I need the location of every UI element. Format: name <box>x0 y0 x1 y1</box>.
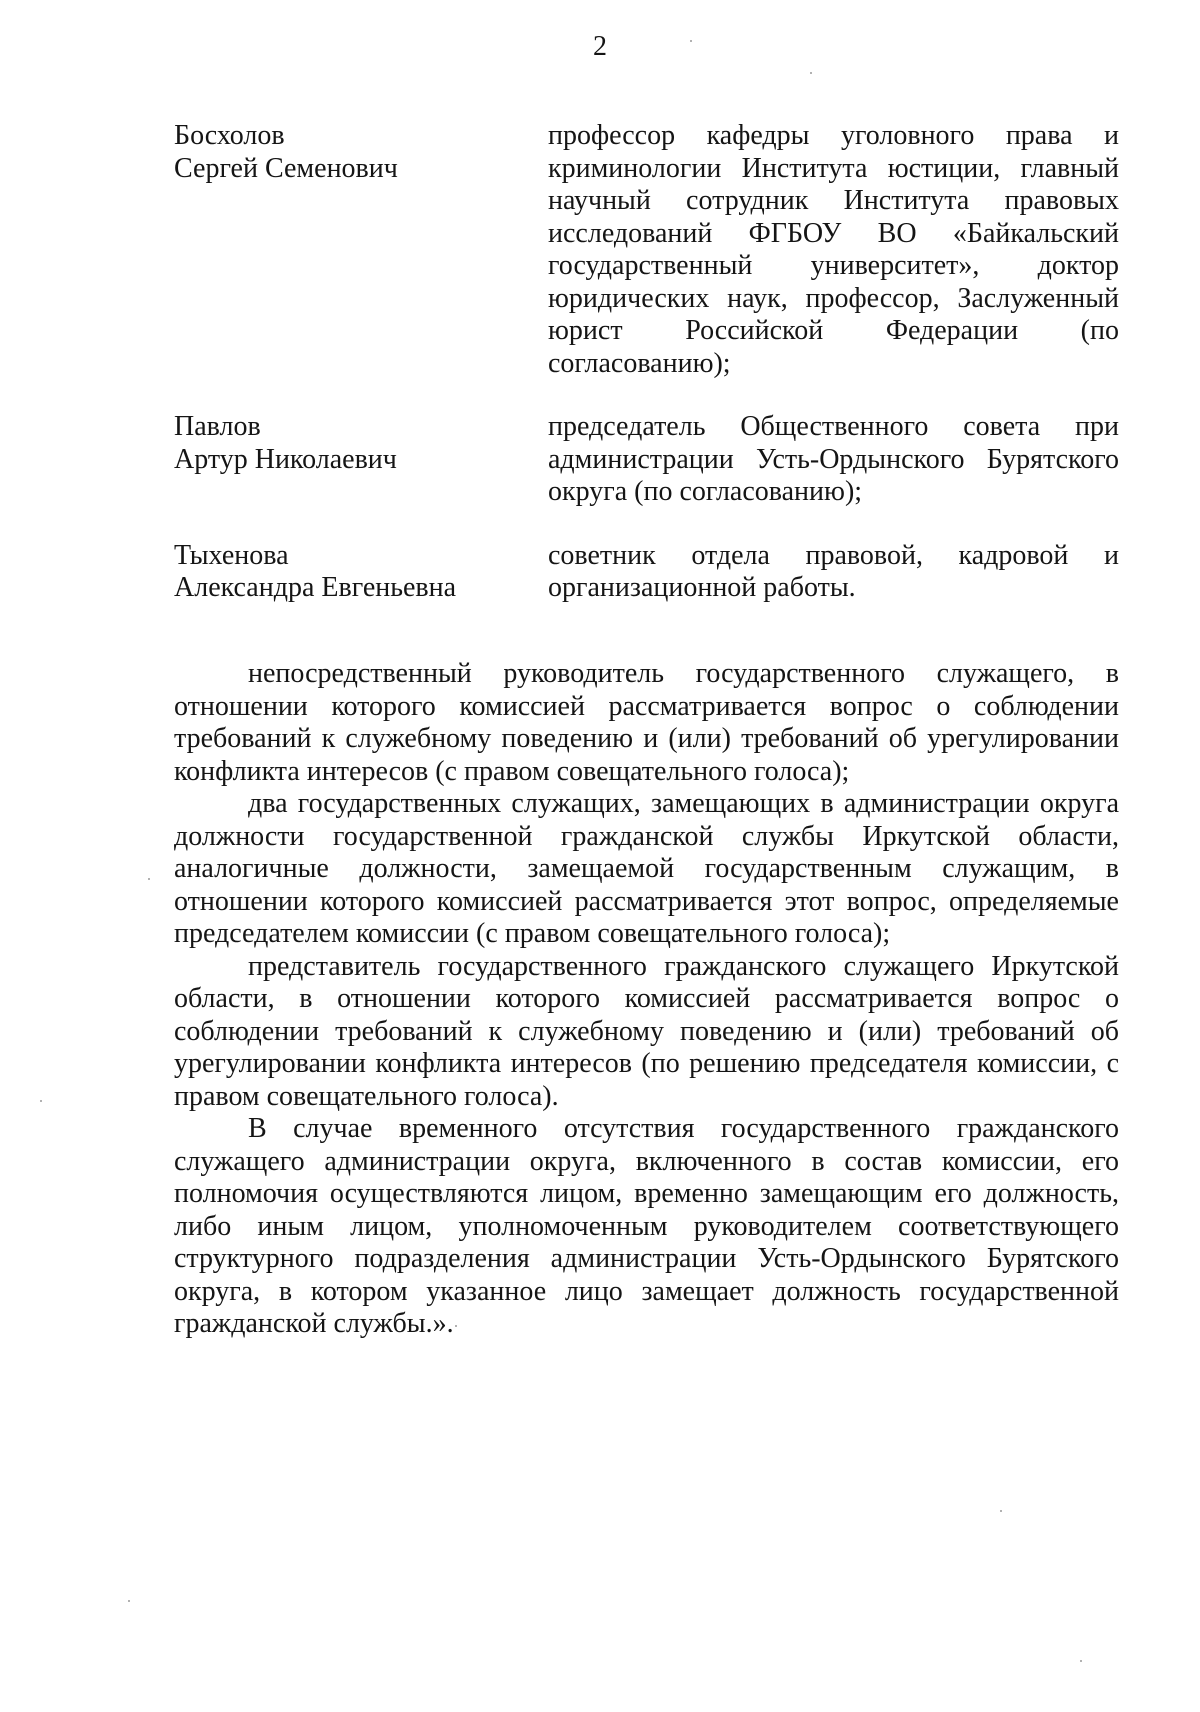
scan-speck <box>810 72 812 74</box>
commission-members-list <box>174 120 1119 605</box>
member-role: председатель Общественного совета при администрации Усть-Ордынского Бурятского округа (по согласованию); <box>548 411 1119 507</box>
scan-speck <box>1080 1660 1082 1662</box>
member-name <box>174 120 548 185</box>
body-text <box>174 658 1119 1341</box>
member-given-names: Артур Николаевич <box>174 443 397 475</box>
member-entry <box>174 120 1119 380</box>
member-role: советник отдела правовой, кадровой и организационной работы. <box>548 539 1119 603</box>
scan-speck <box>1000 1510 1002 1512</box>
member-surname: Павлов <box>174 411 261 442</box>
body-paragraph: В случае временного отсутствия государственного гражданского служащего администрации округа, включенного в состав комиссии, его полномочия осуществляются лицом, временно замещающим его должность, либо иным лицом, уполномоченным руководителем соответствующего структурного подразделения администрации Усть-Ордынского Бурятского округа, в котором указанное лицо замещает должность государственной гражданской службы.». <box>174 1113 1119 1339</box>
body-paragraph: представитель государственного гражданского служащего Иркутской области, в отношении которого комиссией рассматривается вопрос о соблюдении требований к служебному поведению и (или) требований об урегулировании конфликта интересов (по решению председателя комиссии, с правом совещательного голоса). <box>174 950 1119 1112</box>
member-surname: Тыхенова <box>174 539 289 571</box>
page-number: 2 <box>593 31 607 62</box>
member-role: профессор кафедры уголовного права и криминологии Института юстиции, главный научный сотрудник Института правовых исследований ФГБОУ ВО «Байкальский государственный университет», доктор юридических наук, профессор, Заслуженный юрист Российской Федерации (по согласованию); <box>548 120 1119 379</box>
scan-speck <box>455 1325 457 1327</box>
scan-speck <box>690 40 692 42</box>
member-surname: Босхолов <box>174 120 285 151</box>
scan-speck <box>148 878 150 880</box>
member-given-names: Александра Евгеньевна <box>174 572 457 603</box>
scan-speck <box>40 1100 42 1102</box>
scan-speck <box>128 1600 130 1602</box>
member-name <box>174 411 548 476</box>
body-paragraph: два государственных служащих, замещающих в администрации округа должности государственной гражданской службы Иркутской области, аналогичные должности, замещаемой государственным служащим, в отношении которого комиссией рассматривается этот вопрос, определяемые председателем комиссии (с правом совещательного голоса); <box>174 788 1119 949</box>
body-paragraph: непосредственный руководитель государственного служащего, в отношении которого комиссией рассматривается вопрос о соблюдении требований к служебному поведению и (или) требований об урегулировании конфликта интересов (с правом совещательного голоса); <box>174 658 1119 787</box>
member-entry <box>174 411 1119 509</box>
member-given-names: Сергей Семенович <box>174 152 398 184</box>
member-name <box>174 540 548 605</box>
member-entry <box>174 540 1119 605</box>
